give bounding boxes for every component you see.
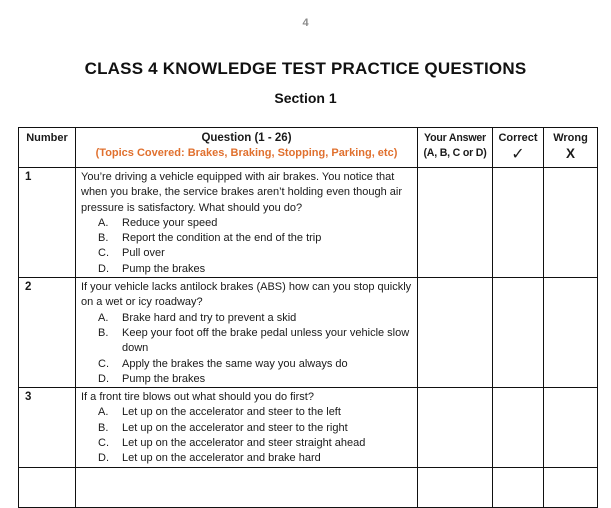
answer-option <box>98 262 413 277</box>
question-text: If a front tire blows out what should you do first? <box>81 391 314 404</box>
checkmark-icon: ✓ <box>511 144 525 164</box>
question-column-title: Question (1 - 26) <box>201 132 292 144</box>
answer-option <box>98 372 413 387</box>
table-row <box>19 278 598 388</box>
questions-table <box>18 127 598 508</box>
question-cell <box>76 168 418 278</box>
wrong-cell <box>544 388 598 467</box>
correct-cell <box>493 278 544 388</box>
option-letter: C. <box>98 437 109 450</box>
option-text: Let up on the accelerator and steer to the right <box>122 421 348 434</box>
correct-cell <box>493 388 544 467</box>
answer-option <box>98 246 413 261</box>
answer-option <box>98 311 413 326</box>
option-text: Keep your foot off the brake pedal unless your vehicle slow down <box>122 326 410 355</box>
your-answer-line2: (A, B, C or D) <box>423 147 487 160</box>
question-number: 1 <box>19 168 76 278</box>
question-number: 3 <box>19 388 76 467</box>
question-text: If your vehicle lacks antilock brakes (ABS) how can you stop quickly on a wet or icy roadway? <box>81 281 412 309</box>
table-row <box>19 168 598 278</box>
column-header-question <box>76 128 418 168</box>
column-header-number: Number <box>19 128 76 168</box>
option-letter: C. <box>98 357 109 370</box>
question-number: 2 <box>19 278 76 388</box>
answer-option <box>98 421 413 436</box>
option-text: Let up on the accelerator and steer to the left <box>122 406 341 419</box>
answer-option <box>98 357 413 372</box>
option-letter: A. <box>98 311 109 324</box>
table-header-row <box>19 128 598 168</box>
option-letter: B. <box>98 232 109 245</box>
your-answer-cell <box>418 168 493 278</box>
option-text: Apply the brakes the same way you always do <box>122 357 348 370</box>
option-text: Report the condition at the end of the trip <box>122 232 322 245</box>
table-row-cutoff <box>19 467 598 507</box>
answer-option <box>98 216 413 231</box>
section-subtitle: Section 1 <box>274 90 337 106</box>
answer-option <box>98 326 413 357</box>
column-header-wrong <box>544 128 598 168</box>
wrong-cell <box>544 467 598 507</box>
answer-option <box>98 231 413 246</box>
question-cell <box>76 467 418 507</box>
your-answer-cell <box>418 467 493 507</box>
option-letter: A. <box>98 216 109 229</box>
option-text: Brake hard and try to prevent a skid <box>122 311 297 324</box>
option-text: Let up on the accelerator and steer straight ahead <box>122 437 366 450</box>
answer-option <box>98 405 413 420</box>
your-answer-line1: Your Answer <box>424 132 486 144</box>
option-letter: B. <box>98 326 109 339</box>
wrong-label: Wrong <box>553 132 588 144</box>
option-letter: D. <box>98 452 109 465</box>
column-header-correct <box>493 128 544 168</box>
option-letter: A. <box>98 406 109 419</box>
wrong-cell <box>544 168 598 278</box>
question-cell <box>76 278 418 388</box>
your-answer-cell <box>418 388 493 467</box>
correct-cell <box>493 467 544 507</box>
option-text: Pump the brakes <box>122 372 206 385</box>
option-letter: B. <box>98 421 109 434</box>
option-letter: C. <box>98 247 109 260</box>
your-answer-cell <box>418 278 493 388</box>
option-text: Pull over <box>122 247 165 260</box>
option-text: Let up on the accelerator and brake hard <box>122 452 321 465</box>
answer-option <box>98 451 413 466</box>
x-mark-icon: X <box>565 146 575 162</box>
option-text: Reduce your speed <box>122 216 218 229</box>
correct-label: Correct <box>498 132 538 144</box>
option-letter: D. <box>98 262 109 275</box>
correct-cell <box>493 168 544 278</box>
option-letter: D. <box>98 372 109 385</box>
page-title: CLASS 4 KNOWLEDGE TEST PRACTICE QUESTIONS <box>84 59 527 78</box>
question-cell <box>76 388 418 467</box>
table-row <box>19 388 598 467</box>
answer-option <box>98 436 413 451</box>
question-number <box>19 467 76 507</box>
wrong-cell <box>544 278 598 388</box>
option-text: Pump the brakes <box>122 262 206 275</box>
question-text: You’re driving a vehicle equipped with air brakes. You notice that when you brake, the service brakes aren’t holding even though air pressure is satisfactory. What should you do? <box>81 171 403 214</box>
topics-covered-label: (Topics Covered: Brakes, Braking, Stopping, Parking, etc) <box>95 147 398 160</box>
page-number: 4 <box>302 17 309 29</box>
column-header-your-answer <box>418 128 493 168</box>
